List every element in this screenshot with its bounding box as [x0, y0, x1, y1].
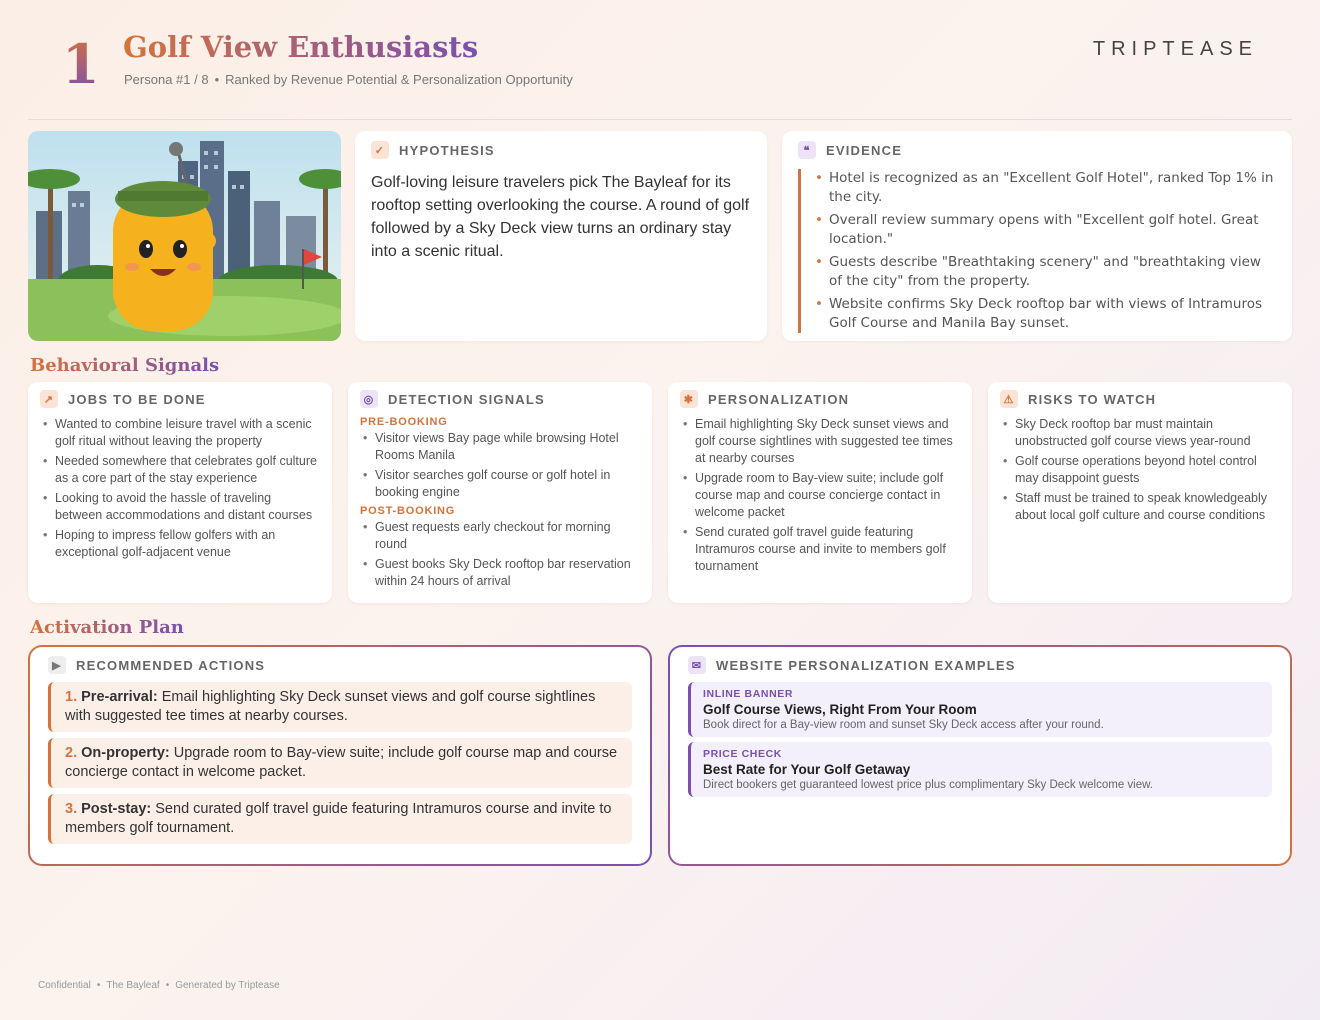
list-item: • Wanted to combine leisure travel with a scenic golf ritual without leaving the property: [40, 416, 320, 450]
warning-icon: ⚠: [1000, 390, 1018, 408]
evidence-card: [782, 131, 1292, 341]
list-item: • Email highlighting Sky Deck sunset views and golf course sightlines with suggested tee times at nearby courses: [680, 416, 960, 467]
actions-list: [48, 682, 632, 844]
example-type: PRICE CHECK: [703, 748, 782, 760]
separator-dot: •: [165, 980, 170, 991]
evidence-header: [798, 141, 1276, 159]
list-item: • Upgrade room to Bay-view suite; include golf course map and course concierge contact in welcome packet: [680, 470, 960, 521]
examples-list: [688, 682, 1272, 797]
page-subtitle: [124, 72, 573, 87]
action-number: 3.: [65, 801, 78, 817]
risks-card: [988, 382, 1292, 603]
list-item: • Guest requests early checkout for morning round: [360, 519, 640, 553]
page-header: [28, 28, 1292, 120]
quote-icon: ❝: [798, 141, 816, 159]
ranking-note: Ranked by Revenue Potential & Personalization Opportunity: [225, 72, 573, 87]
footer-hotel: The Bayleaf: [106, 980, 160, 991]
personalization-header: [680, 390, 960, 408]
example-body: Book direct for a Bay-view room and sunset Sky Deck access after your round.: [703, 719, 1104, 731]
recommended-actions-card: [28, 645, 652, 866]
hypothesis-label: HYPOTHESIS: [399, 142, 495, 158]
risks-list: [1000, 416, 1280, 524]
brand-logo: TRIPTEASE: [1092, 38, 1258, 60]
example-body: Direct bookers get guaranteed lowest price plus complimentary Sky Deck welcome view.: [703, 779, 1153, 791]
persona-rank: 1: [62, 32, 100, 96]
risks-label: RISKS TO WATCH: [1028, 391, 1157, 407]
behavioral-signals-title: Behavioral Signals: [30, 355, 220, 376]
example-item: [688, 682, 1272, 737]
example-headline: Golf Course Views, Right From Your Room: [703, 702, 977, 717]
evidence-item: • Overall review summary opens with "Excellent golf hotel. Great location.": [815, 211, 1276, 249]
sparkle-icon: ✱: [680, 390, 698, 408]
persona-index: Persona #1 / 8: [124, 72, 209, 87]
action-text: Send curated golf travel guide featuring Intramuros course and invite to members golf tournament.: [65, 801, 612, 836]
persona-illustration: [28, 131, 341, 341]
personalization-card: [668, 382, 972, 603]
list-item: • Sky Deck rooftop bar must maintain unobstructed golf course views year-round: [1000, 416, 1280, 450]
action-item: [48, 738, 632, 788]
post-booking-label: POST-BOOKING: [360, 505, 456, 517]
website-examples-card: [668, 645, 1292, 866]
action-label: On-property:: [81, 745, 170, 761]
action-label: Post-stay:: [81, 801, 152, 817]
action-text: Upgrade room to Bay-view suite; include golf course map and course concierge contact in welcome packet.: [65, 745, 618, 780]
pre-booking-list: [360, 430, 640, 501]
actions-header: [48, 656, 632, 674]
actions-label: RECOMMENDED ACTIONS: [76, 657, 266, 673]
list-item: • Visitor searches golf course or golf hotel in booking engine: [360, 467, 640, 501]
golfer-mascot-image: [28, 131, 341, 341]
action-label: Pre-arrival:: [81, 689, 158, 705]
list-item: • Guest books Sky Deck rooftop bar reservation within 24 hours of arrival: [360, 556, 640, 590]
examples-label: WEBSITE PERSONALIZATION EXAMPLES: [716, 657, 1016, 673]
examples-header: [688, 656, 1272, 674]
evidence-item: • Hotel is recognized as an "Excellent Golf Hotel", ranked Top 1% in the city.: [815, 169, 1276, 207]
list-item: • Visitor views Bay page while browsing Hotel Rooms Manila: [360, 430, 640, 464]
page-footer: [38, 980, 280, 991]
list-item: • Needed somewhere that celebrates golf culture as a core part of the stay experience: [40, 453, 320, 487]
action-text: Email highlighting Sky Deck sunset views and golf course sightlines with suggested tee times at nearby courses.: [65, 689, 596, 724]
example-type: INLINE BANNER: [703, 688, 794, 700]
action-number: 2.: [65, 745, 78, 761]
detection-label: DETECTION SIGNALS: [388, 391, 545, 407]
hypothesis-header: [371, 141, 751, 159]
personalization-label: PERSONALIZATION: [708, 391, 850, 407]
radar-icon: ◎: [360, 390, 378, 408]
pre-booking-label: PRE-BOOKING: [360, 416, 448, 428]
mail-icon: ✉: [688, 656, 706, 674]
page-title: Golf View Enthusiasts: [123, 30, 479, 64]
list-item: • Hoping to impress fellow golfers with an exceptional golf-adjacent venue: [40, 527, 320, 561]
separator-dot: •: [214, 72, 220, 87]
evidence-label: EVIDENCE: [826, 142, 903, 158]
evidence-item: • Website confirms Sky Deck rooftop bar with views of Intramuros Golf Course and Manila Bay sunset.: [815, 295, 1276, 333]
evidence-item: • Guests describe "Breathtaking scenery" and "breathtaking view of the city" from the property.: [815, 253, 1276, 291]
example-headline: Best Rate for Your Golf Getaway: [703, 762, 911, 777]
play-icon: ▶: [48, 656, 66, 674]
hypothesis-text: Golf-loving leisure travelers pick The Bayleaf for its rooftop setting overlooking the course. A round of golf followed by a Sky Deck view turns an ordinary stay into a scenic ritual.: [371, 174, 750, 260]
hypothesis-card: [355, 131, 767, 341]
jobs-label: JOBS TO BE DONE: [68, 391, 206, 407]
list-item: • Looking to avoid the hassle of traveling between accommodations and distant courses: [40, 490, 320, 524]
detection-header: [360, 390, 640, 408]
risks-header: [1000, 390, 1280, 408]
detection-signals-card: [348, 382, 652, 603]
activation-plan-title: Activation Plan: [30, 617, 184, 638]
post-booking-list: [360, 519, 640, 590]
jobs-to-be-done-card: [28, 382, 332, 603]
personalization-list: [680, 416, 960, 575]
check-icon: ✓: [371, 141, 389, 159]
arrow-up-right-icon: ↗: [40, 390, 58, 408]
action-item: [48, 794, 632, 844]
list-item: • Staff must be trained to speak knowledgeably about local golf culture and course conditions: [1000, 490, 1280, 524]
jobs-list: [40, 416, 320, 561]
example-item: [688, 742, 1272, 797]
footer-generated: Generated by Triptease: [175, 980, 280, 991]
list-item: • Send curated golf travel guide featuring Intramuros course and invite to members golf tournament: [680, 524, 960, 575]
action-item: [48, 682, 632, 732]
action-number: 1.: [65, 689, 78, 705]
separator-dot: •: [96, 980, 101, 991]
jobs-header: [40, 390, 320, 408]
evidence-list: [798, 169, 1276, 333]
footer-confidential: Confidential: [38, 980, 91, 991]
list-item: • Golf course operations beyond hotel control may disappoint guests: [1000, 453, 1280, 487]
